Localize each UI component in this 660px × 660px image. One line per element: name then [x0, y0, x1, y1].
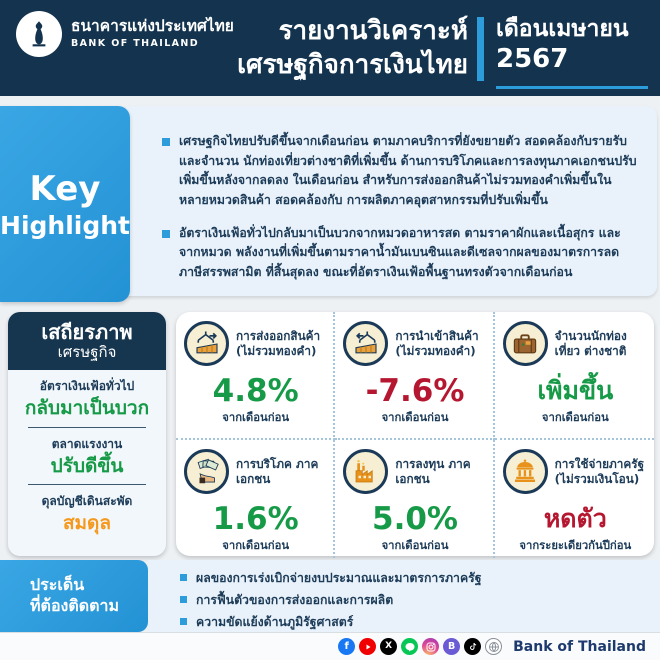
stability-item-label: อัตราเงินเฟ้อทั่วไป — [39, 379, 135, 393]
indicator-card-imports — [335, 312, 494, 440]
card-value: 4.8% — [212, 373, 299, 409]
header-bar — [0, 0, 660, 96]
issues-label-panel — [0, 560, 148, 632]
period-year: 2567 — [496, 43, 569, 74]
stability-item-value: กลับมาเป็นบวก — [24, 397, 150, 419]
stability-item-label: ดุลบัญชีเดินสะพัด — [41, 494, 133, 509]
card-caption: จากเดือนก่อน — [222, 411, 290, 425]
issues-label-line1: ประเด็น — [30, 575, 85, 595]
card-value: หดตัว — [543, 504, 607, 534]
card-title: การส่งออกสินค้า (ไม่รวมทองคำ) — [236, 329, 321, 358]
indicator-card-exports — [176, 312, 335, 440]
blockdit-icon[interactable]: B — [443, 638, 460, 655]
issues-label-line2: ที่ต้องติดตาม — [30, 596, 120, 615]
youtube-icon[interactable] — [359, 638, 376, 655]
card-caption: จากเดือนก่อน — [222, 539, 290, 553]
footer-bar — [0, 632, 660, 660]
stability-item-label: ตลาดแรงงาน — [51, 436, 123, 451]
org-name-english: BANK OF THAILAND — [71, 37, 200, 49]
stability-item-inflation — [8, 370, 166, 428]
stability-item-value: สมดุล — [62, 512, 112, 535]
card-caption: จากเดือนก่อน — [381, 411, 449, 425]
card-title: การลงทุน ภาคเอกชน — [395, 457, 471, 486]
card-title: การนำเข้าสินค้า (ไม่รวมทองคำ) — [395, 329, 479, 358]
stability-title-line1: เสถียรภาพ — [41, 320, 133, 344]
issue-bullet-1: ผลของการเร่งเบิกจ่ายงบประมาณและมาตรการภาครัฐ — [180, 570, 650, 588]
bot-logo-icon — [16, 11, 62, 57]
card-caption: จากเดือนก่อน — [381, 539, 449, 553]
report-title-line1: รายงานวิเคราะห์ — [278, 16, 468, 46]
stability-item-labor-market — [8, 428, 166, 486]
report-title — [237, 15, 468, 83]
economic-stability-panel — [8, 312, 166, 556]
stability-panel-header — [8, 312, 166, 370]
tiktok-icon[interactable] — [464, 638, 481, 655]
suitcase-icon — [503, 321, 548, 366]
title-divider-bar — [477, 17, 484, 81]
stability-title-line2: เศรษฐกิจ — [57, 343, 117, 361]
indicator-card-consumption — [176, 440, 335, 566]
issue-bullet-2: การฟื้นตัวของการส่งออกและการผลิต — [180, 592, 650, 610]
card-value: 1.6% — [212, 501, 299, 538]
facebook-icon[interactable]: f — [338, 638, 355, 655]
key-highlight-bullet-2: อัตราเงินเฟ้อทั่วไปกลับมาเป็นบวกจากหมวดอาหารสด ตามราคาผักและเนื้อสุกร และจากหมวด พลังงานที่เพิ่มขึ้นตามราคาน้ำมันเบนซินและดีเซลจากผลของมาตรการลดภาษีสรรพสามิต ที่สิ้นสุดลง ขณะที่อัตราเงินเฟ้อพื้นฐานทรงตัวจากเดือนก่อน — [162, 224, 639, 283]
card-value: -7.6% — [365, 373, 465, 409]
card-caption: จากระยะเดียวกันปีก่อน — [519, 539, 632, 553]
issue-bullet-3: ความขัดแย้งด้านภูมิรัฐศาสตร์ — [180, 614, 650, 632]
card-title: การบริโภค ภาคเอกชน — [236, 457, 319, 486]
stability-item-current-account — [8, 485, 166, 536]
period-underline — [496, 86, 648, 89]
bot-logo-group — [16, 11, 234, 57]
period-month: เดือนเมษายน — [496, 16, 629, 42]
line-icon[interactable] — [401, 638, 418, 655]
instagram-icon[interactable] — [422, 638, 439, 655]
banknotes-hand-icon — [184, 449, 229, 494]
key-highlight-label-panel — [0, 106, 130, 302]
government-building-icon — [503, 449, 548, 494]
stability-item-value: ปรับดีขึ้น — [50, 454, 124, 477]
key-highlight-content — [126, 106, 657, 296]
card-value: เพิ่มขึ้น — [537, 376, 614, 405]
indicator-card-investment — [335, 440, 494, 566]
factory-icon — [343, 449, 388, 494]
org-name-thai: ธนาคารแห่งประเทศไทย — [71, 17, 234, 35]
key-highlight-label-line2: Highlight — [0, 210, 130, 240]
report-period — [496, 15, 629, 75]
import-crane-icon — [343, 321, 388, 366]
card-value: 5.0% — [372, 501, 458, 538]
report-title-line2: เศรษฐกิจการเงินไทย — [237, 49, 468, 80]
card-title: จำนวนนักท่องเที่ยว ต่างชาติ — [554, 329, 627, 358]
key-highlight-bullet-1: เศรษฐกิจไทยปรับดีขึ้นจากเดือนก่อน ตามภาคบริการที่ยังขยายตัว สอดคล้องกับรายรับและจำนวน นักท่องเที่ยวต่างชาติที่เพิ่มขึ้น ด้านการบริโภคและการลงทุนภาคเอกชนปรับเพิ่มขึ้นหลังจากลดลง ในเดือนก่อน สำหรับการส่งออกสินค้าไม่รวมทองคำเพิ่มขึ้นในหลายหมวดสินค้า สอดคล้องกับ การผลิตภาคอุตสาหกรรมที่ปรับเพิ่มขึ้น — [162, 132, 639, 211]
org-names — [71, 11, 234, 49]
indicator-card-tourists — [495, 312, 654, 440]
card-caption: จากเดือนก่อน — [541, 411, 609, 425]
issues-content — [148, 560, 660, 632]
footer-brand: Bank of Thailand — [513, 638, 646, 655]
card-title: การใช้จ่ายภาครัฐ (ไม่รวมเงินโอน) — [554, 457, 645, 486]
indicator-card-government-spending — [495, 440, 654, 566]
x-icon[interactable]: X — [380, 638, 397, 655]
website-globe-icon[interactable] — [485, 638, 502, 655]
export-crane-icon — [184, 321, 229, 366]
indicator-cards-panel — [176, 312, 654, 556]
key-highlight-label-line1: Key — [29, 168, 101, 209]
